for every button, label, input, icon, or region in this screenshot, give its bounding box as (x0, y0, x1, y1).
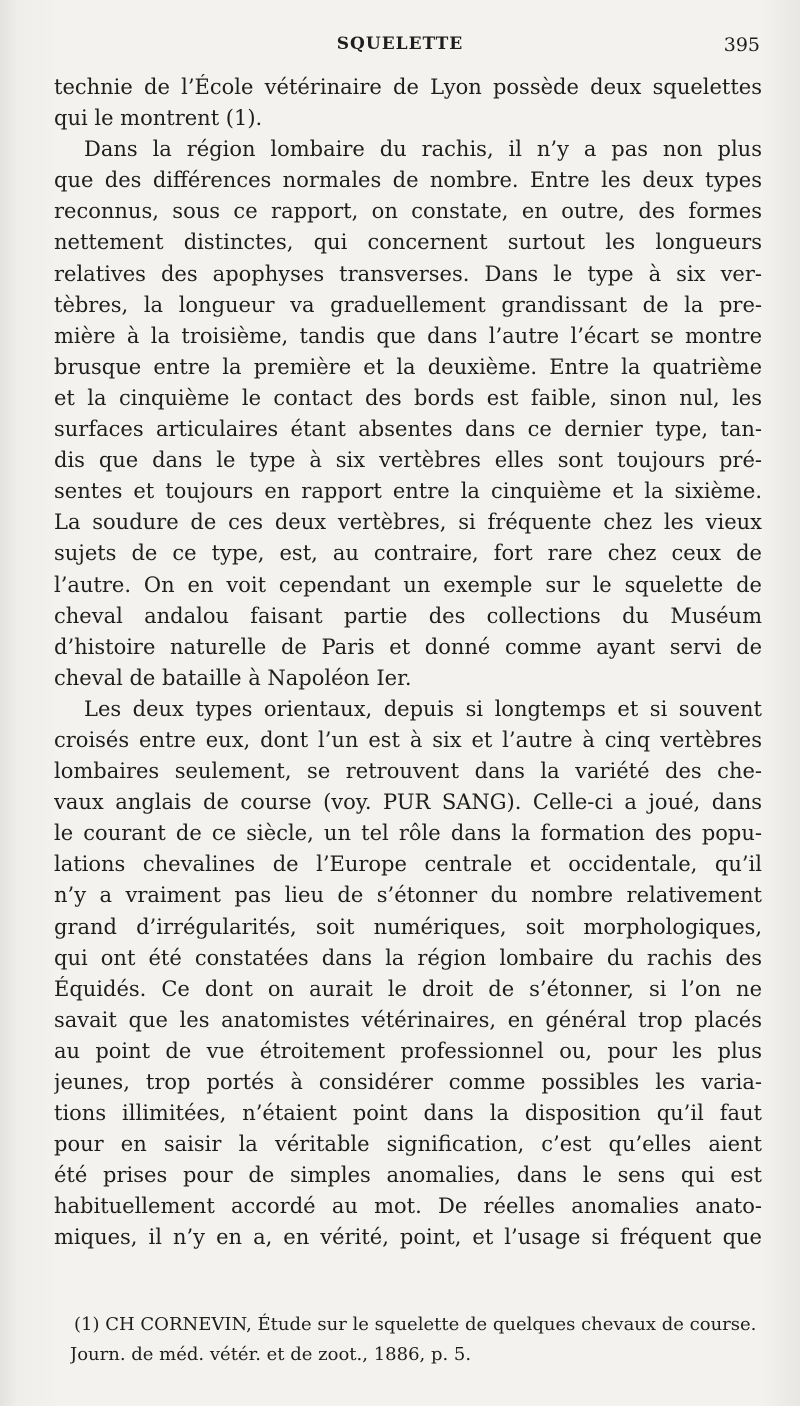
text-line: nettement distinctes, qui concernent surtout les longueurs (54, 230, 762, 255)
text-line: savait que les anatomistes vétérinaires, en général trop placés (54, 1007, 762, 1032)
text-line: Dans la région lombaire du rachis, il n’y a pas non plus (84, 137, 762, 162)
text-line: n’y a vraiment pas lieu de s’étonner du nombre relativement (54, 883, 762, 908)
body-text (54, 72, 762, 1254)
text-line: La soudure de ces deux vertèbres, si fréquente chez les vieux (54, 510, 762, 535)
text-line: habituellement accordé au mot. De réelles anomalies anato- (54, 1194, 762, 1219)
text-line: tions illimitées, n’étaient point dans la disposition qu’il faut (54, 1101, 762, 1126)
text-line: l’autre. On en voit cependant un exemple sur le squelette de (54, 572, 762, 597)
footnote-line: Journ. de méd. vétér. et de zoot., 1886, p. 5. (70, 1344, 472, 1365)
text-line: sujets de ce type, est, au contraire, fort rare chez ceux de (54, 541, 762, 566)
text-line: lombaires seulement, se retrouvent dans la variété des che- (54, 759, 762, 784)
running-title: SQUELETTE (336, 34, 464, 54)
text-line: vaux anglais de course (voy. PUR SANG). Celle-ci a joué, dans (54, 790, 762, 815)
text-line: jeunes, trop portés à considérer comme possibles les varia- (54, 1070, 762, 1094)
text-line: qui le montrent (1). (54, 106, 263, 131)
text-line: le courant de ce siècle, un tel rôle dans la formation des popu- (54, 821, 762, 846)
text-line: Équidés. Ce dont on aurait le droit de s’étonner, si l’on ne (54, 976, 762, 1001)
text-line: croisés entre eux, dont l’un est à six et l’autre à cinq vertèbres (54, 727, 762, 752)
text-line: surfaces articulaires étant absentes dans ce dernier type, tan- (54, 417, 762, 442)
text-line: et la cinquième le contact des bords est faible, sinon nul, les (54, 385, 762, 410)
text-line: brusque entre la première et la deuxième. Entre la quatrième (54, 354, 762, 379)
text-line: qui ont été constatées dans la région lombaire du rachis des (54, 945, 762, 970)
text-line: d’histoire naturelle de Paris et donné comme ayant servi de (54, 634, 762, 659)
text-line: que des différences normales de nombre. Entre les deux types (54, 168, 762, 193)
text-line: mière à la troisième, tandis que dans l’autre l’écart se montre (54, 323, 762, 348)
text-line: au point de vue étroitement professionnel ou, pour les plus (54, 1038, 762, 1063)
footnotes (70, 1310, 764, 1370)
text-line: lations chevalines de l’Europe centrale et occidentale, qu’il (54, 852, 762, 877)
text-line: été prises pour de simples anomalies, dans le sens qui est (54, 1163, 762, 1188)
text-line: reconnus, sous ce rapport, on constate, en outre, des formes (54, 199, 762, 224)
text-line: cheval andalou faisant partie des collections du Muséum (54, 603, 762, 628)
text-line: pour en saisir la véritable signification, c’est qu’elles aient (54, 1132, 762, 1157)
text-line: technie de l’École vétérinaire de Lyon possède deux squelettes (54, 75, 762, 99)
text-line: Les deux types orientaux, depuis si longtemps et si souvent (84, 696, 762, 721)
page-number: 395 (723, 34, 760, 56)
text-line: cheval de bataille à Napoléon Ier. (54, 665, 412, 690)
running-header (0, 32, 800, 58)
text-line: miques, il n’y en a, en vérité, point, et l’usage si fréquent que (54, 1225, 762, 1250)
text-line: relatives des apophyses transverses. Dans le type à six ver- (54, 261, 762, 286)
text-line: tèbres, la longueur va graduellement grandissant de la pre- (54, 292, 762, 317)
text-line: sentes et toujours en rapport entre la cinquième et la sixième. (54, 479, 762, 504)
text-line: grand d’irrégularités, soit numériques, soit morphologiques, (54, 914, 762, 939)
footnote-line: (1) CH CORNEVIN, Étude sur le squelette de quelques chevaux de course. (74, 1314, 757, 1335)
text-line: dis que dans le type à six vertèbres elles sont toujours pré- (54, 448, 762, 473)
